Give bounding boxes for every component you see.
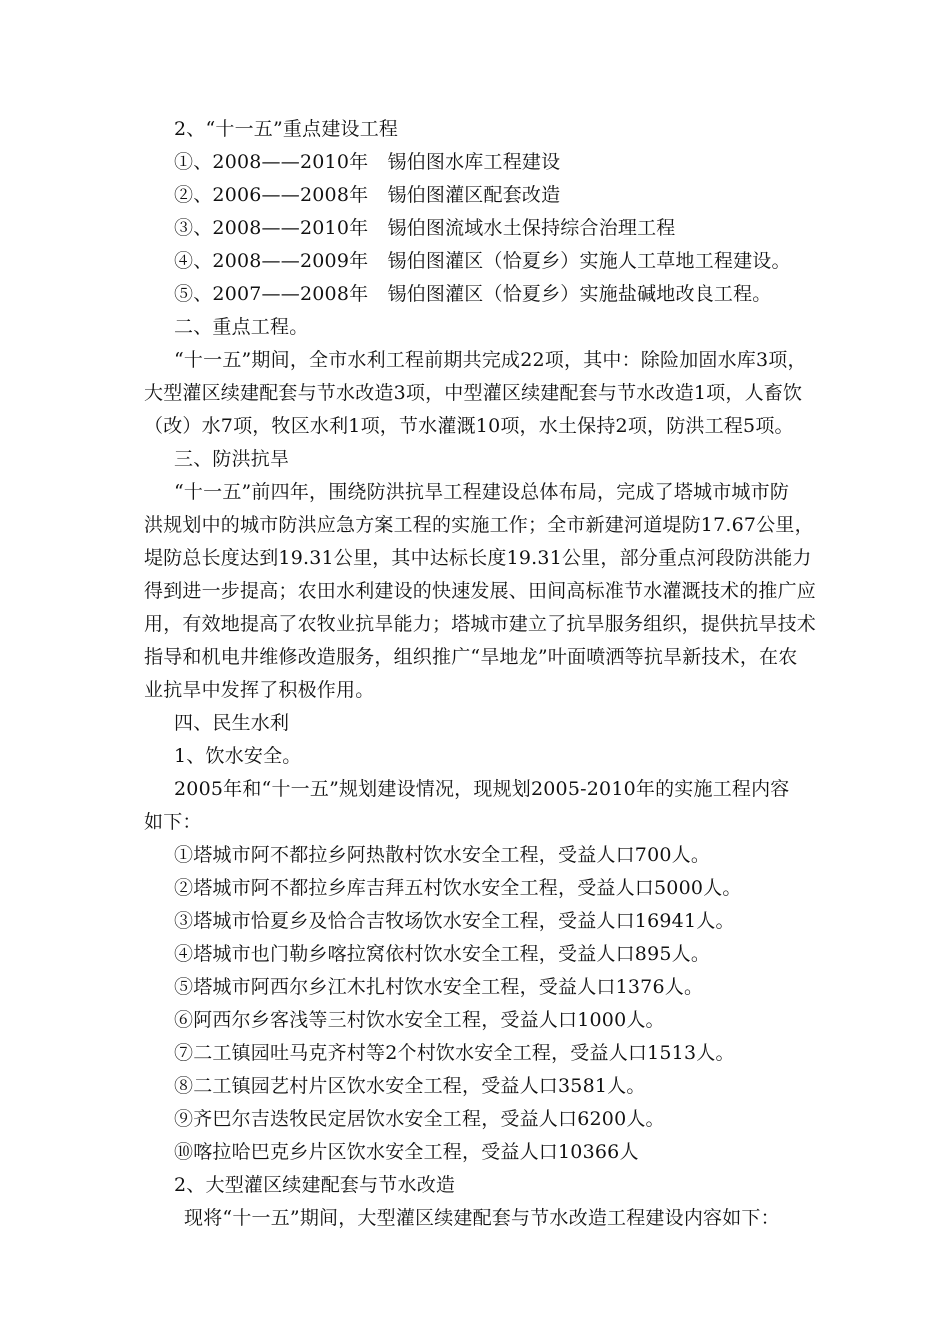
drinking-item: ⑨齐巴尔吉迭牧民定居饮水安全工程，受益人口6200人。 [174, 1108, 665, 1130]
drinking-item: ⑩喀拉哈巴克乡片区饮水安全工程，受益人口10366人 [174, 1141, 639, 1163]
section-heading: 三、防洪抗旱 [174, 448, 290, 470]
paragraph-line: 现将“十一五”期间，大型灌区续建配套与节水改造工程建设内容如下： [184, 1207, 780, 1229]
paragraph-line: 业抗旱中发挥了积极作用。 [144, 679, 375, 701]
section-heading: 四、民生水利 [174, 712, 290, 734]
paragraph-line: 大型灌区续建配套与节水改造3项，中型灌区续建配套与节水改造1项，人畜饮 [144, 382, 803, 404]
section-heading: 二、重点工程。 [174, 316, 309, 338]
drinking-item: ②塔城市阿不都拉乡库吉拜五村饮水安全工程，受益人口5000人。 [174, 877, 742, 899]
paragraph-line: 堤防总长度达到19.31公里，其中达标长度19.31公里，部分重点河段防洪能力 [144, 547, 812, 569]
drinking-item: ④塔城市也门勒乡喀拉窝依村饮水安全工程，受益人口895人。 [174, 943, 711, 965]
drinking-item: ⑧二工镇园艺村片区饮水安全工程，受益人口3581人。 [174, 1075, 646, 1097]
paragraph-line: 2005年和“十一五”规划建设情况，现规划2005-2010年的实施工程内容 [174, 778, 790, 800]
drinking-item: ⑦二工镇园吐马克齐村等2个村饮水安全工程，受益人口1513人。 [174, 1042, 735, 1064]
paragraph-line: 指导和机电井维修改造服务，组织推广“旱地龙”叶面喷洒等抗旱新技术，在农 [144, 646, 798, 668]
subsection-heading: 2、大型灌区续建配套与节水改造 [174, 1174, 456, 1196]
project-item: ④、2008——2009年 锡伯图灌区（恰夏乡）实施人工草地工程建设。 [174, 250, 791, 272]
paragraph-line: “十一五”前四年，围绕防洪抗旱工程建设总体布局，完成了塔城市城市防 [174, 481, 790, 503]
project-item: ②、2006——2008年 锡伯图灌区配套改造 [174, 184, 561, 206]
project-item: ⑤、2007——2008年 锡伯图灌区（恰夏乡）实施盐碱地改良工程。 [174, 283, 772, 305]
paragraph-line: 如下： [144, 811, 202, 833]
project-item: ③、2008——2010年 锡伯图流域水土保持综合治理工程 [174, 217, 676, 239]
paragraph-line: （改）水7项，牧区水利1项，节水灌溉10项，水土保持2项，防洪工程5项。 [144, 415, 794, 437]
drinking-item: ⑤塔城市阿西尔乡江木扎村饮水安全工程，受益人口1376人。 [174, 976, 704, 998]
project-item: ①、2008——2010年 锡伯图水库工程建设 [174, 151, 561, 173]
drinking-item: ③塔城市恰夏乡及恰合吉牧场饮水安全工程，受益人口16941人。 [174, 910, 735, 932]
subsection-heading: 1、饮水安全。 [174, 745, 302, 767]
paragraph-line: 洪规划中的城市防洪应急方案工程的实施工作；全市新建河道堤防17.67公里， [144, 514, 814, 536]
section-heading: 2、“十一五”重点建设工程 [174, 118, 399, 140]
drinking-item: ①塔城市阿不都拉乡阿热散村饮水安全工程，受益人口700人。 [174, 844, 711, 866]
drinking-item: ⑥阿西尔乡客浅等三村饮水安全工程，受益人口1000人。 [174, 1009, 665, 1031]
paragraph-line: 得到进一步提高；农田水利建设的快速发展、田间高标准节水灌溉技术的推广应 [144, 580, 817, 602]
paragraph-line: 用，有效地提高了农牧业抗旱能力；塔城市建立了抗旱服务组织，提供抗旱技术 [144, 613, 817, 635]
paragraph-line: “十一五”期间，全市水利工程前期共完成22项，其中：除险加固水库3项， [174, 349, 807, 371]
